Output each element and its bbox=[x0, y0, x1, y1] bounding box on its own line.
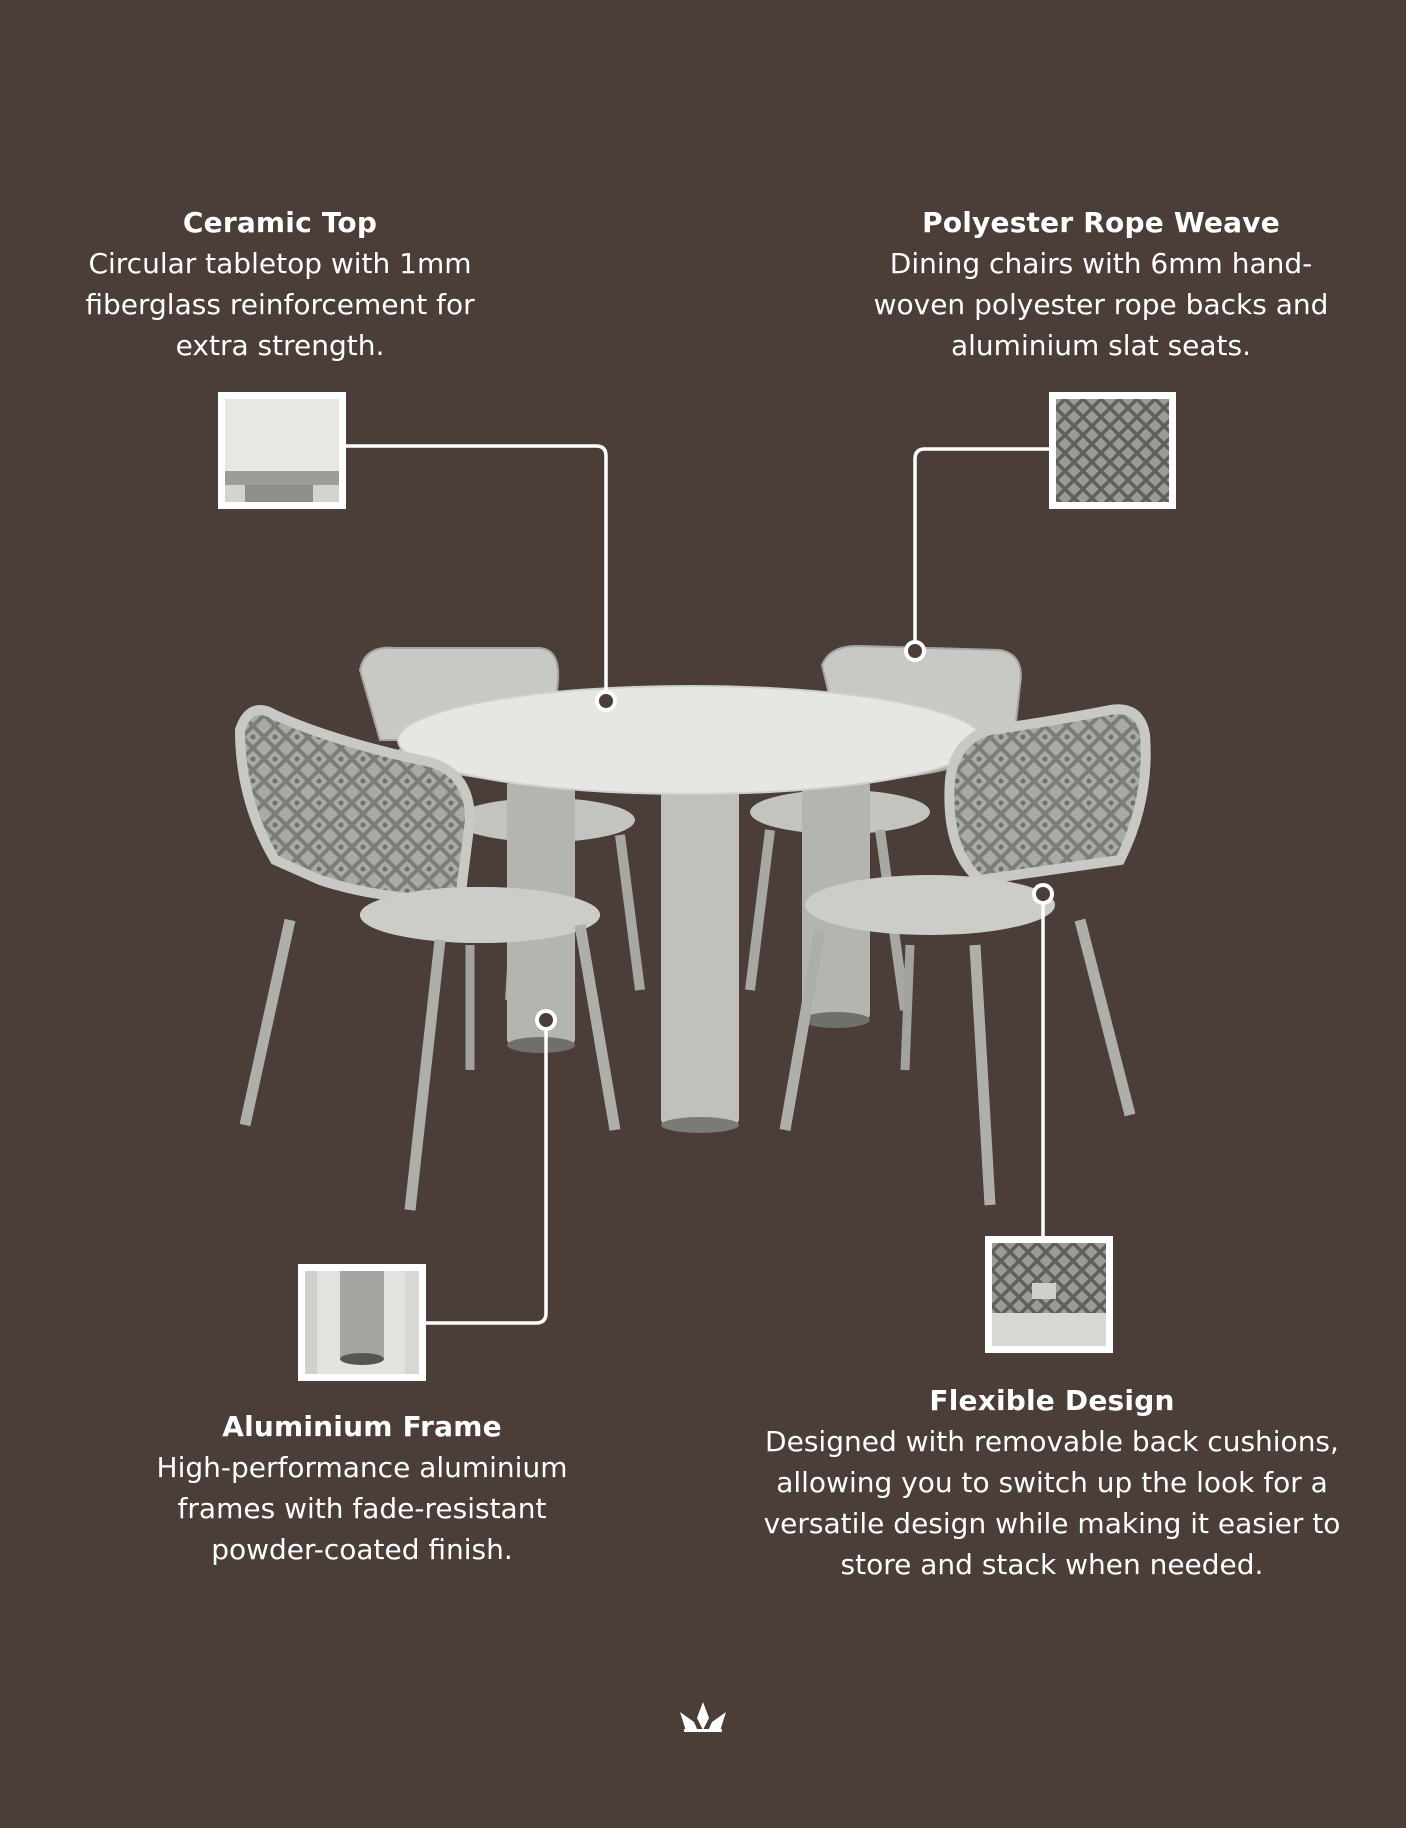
callout-ceramic-title: Ceramic Top bbox=[182, 206, 378, 239]
flex-detail-image bbox=[992, 1243, 1106, 1346]
dot-rope bbox=[906, 642, 924, 660]
frame-detail-image bbox=[305, 1271, 419, 1374]
table-top bbox=[398, 686, 982, 794]
callout-frame-desc: High-performance aluminium frames with fade-resistant powder-coated finish. bbox=[156, 1451, 568, 1566]
callout-ceramic-desc: Circular tabletop with 1mm fiberglass reinforcement for extra strength. bbox=[85, 247, 475, 362]
dot-frame bbox=[537, 1011, 555, 1029]
connector-frame bbox=[426, 1020, 546, 1323]
callout-flex-desc: Designed with removable back cushions, allowing you to switch up the look for a versatile design while making it easier to store and stack when needed. bbox=[763, 1425, 1341, 1581]
callout-rope-desc: Dining chairs with 6mm hand-woven polyester rope backs and aluminium slat seats. bbox=[873, 247, 1329, 362]
dot-flex bbox=[1034, 885, 1052, 903]
callout-flex-title: Flexible Design bbox=[929, 1384, 1175, 1417]
dot-ceramic bbox=[597, 692, 615, 710]
thumb-rope-weave bbox=[1049, 392, 1176, 509]
thumb-aluminium-frame bbox=[298, 1264, 426, 1381]
thumb-ceramic-top bbox=[218, 392, 346, 509]
callout-rope-title: Polyester Rope Weave bbox=[922, 206, 1280, 239]
ceramic-detail-image bbox=[225, 399, 339, 502]
connector-rope bbox=[915, 449, 1049, 650]
thumb-flexible-design bbox=[985, 1236, 1113, 1353]
rope-detail-image bbox=[1056, 399, 1169, 502]
callout-frame-title: Aluminium Frame bbox=[222, 1410, 502, 1443]
crown-lotus-logo-icon bbox=[676, 1700, 730, 1734]
